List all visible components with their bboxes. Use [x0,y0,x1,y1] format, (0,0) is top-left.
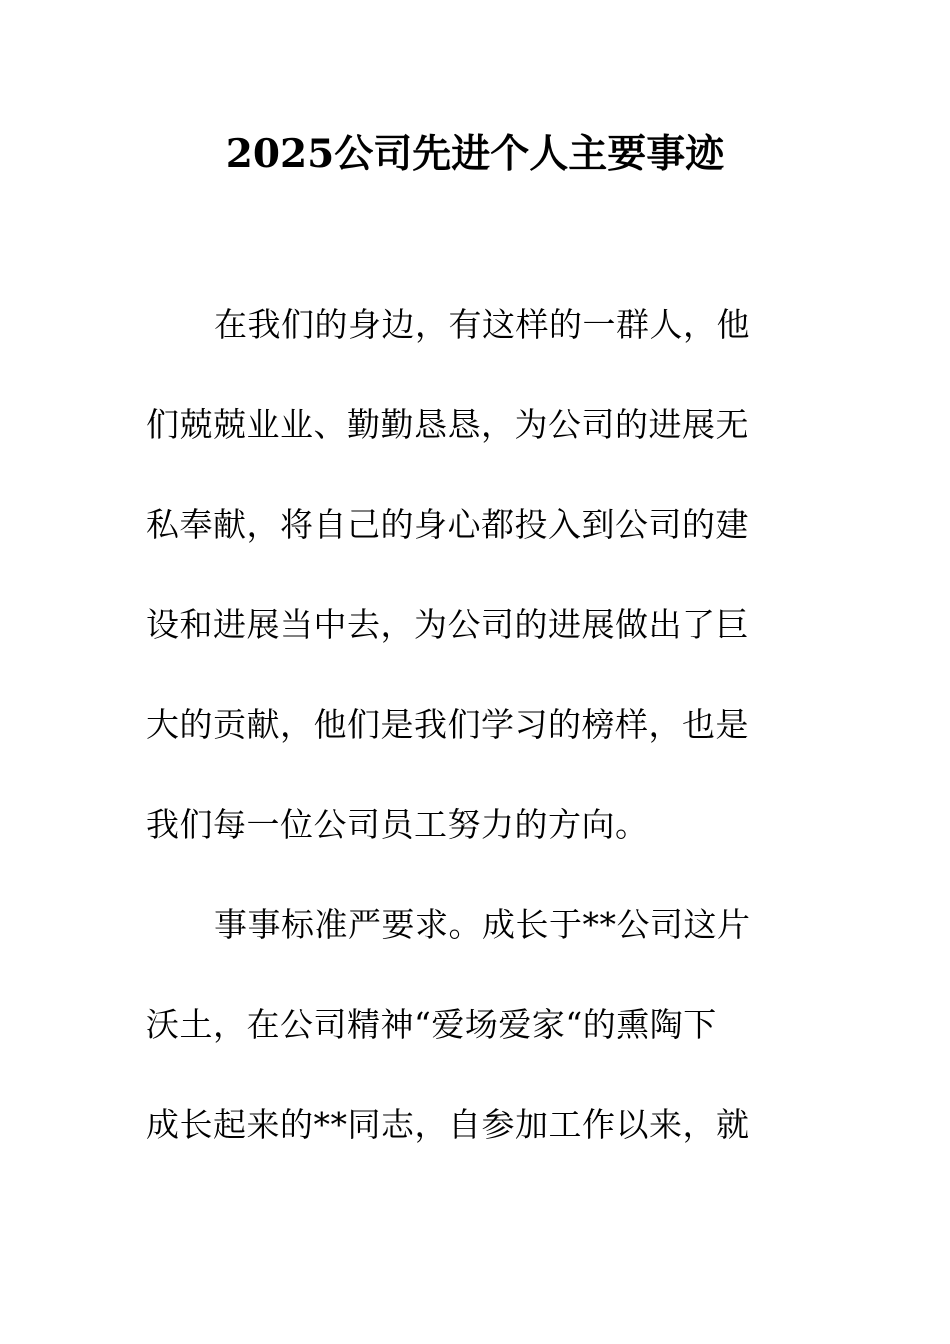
paragraph-line: 私奉献，将自己的身心都投入到公司的建 [146,505,749,544]
document-title: 2025公司先进个人主要事迹 [225,131,725,177]
paragraph-line: 事事标准严要求。成长于**公司这片 [214,905,751,944]
paragraph-line: 沃土，在公司精神“爱场爱家“的熏陶下 [146,1005,717,1044]
paragraph-line: 大的贡献，他们是我们学习的榜样，也是 [146,705,749,744]
paragraph-line: 们兢兢业业、勤勤恳恳，为公司的进展无 [146,405,749,444]
paragraph-line: 在我们的身边，有这样的一群人，他 [214,305,750,344]
paragraph-line: 成长起来的**同志，自参加工作以来，就 [146,1105,750,1144]
paragraph-line: 设和进展当中去，为公司的进展做出了巨 [146,605,749,644]
paragraph-line: 我们每一位公司员工努力的方向。 [146,805,649,844]
